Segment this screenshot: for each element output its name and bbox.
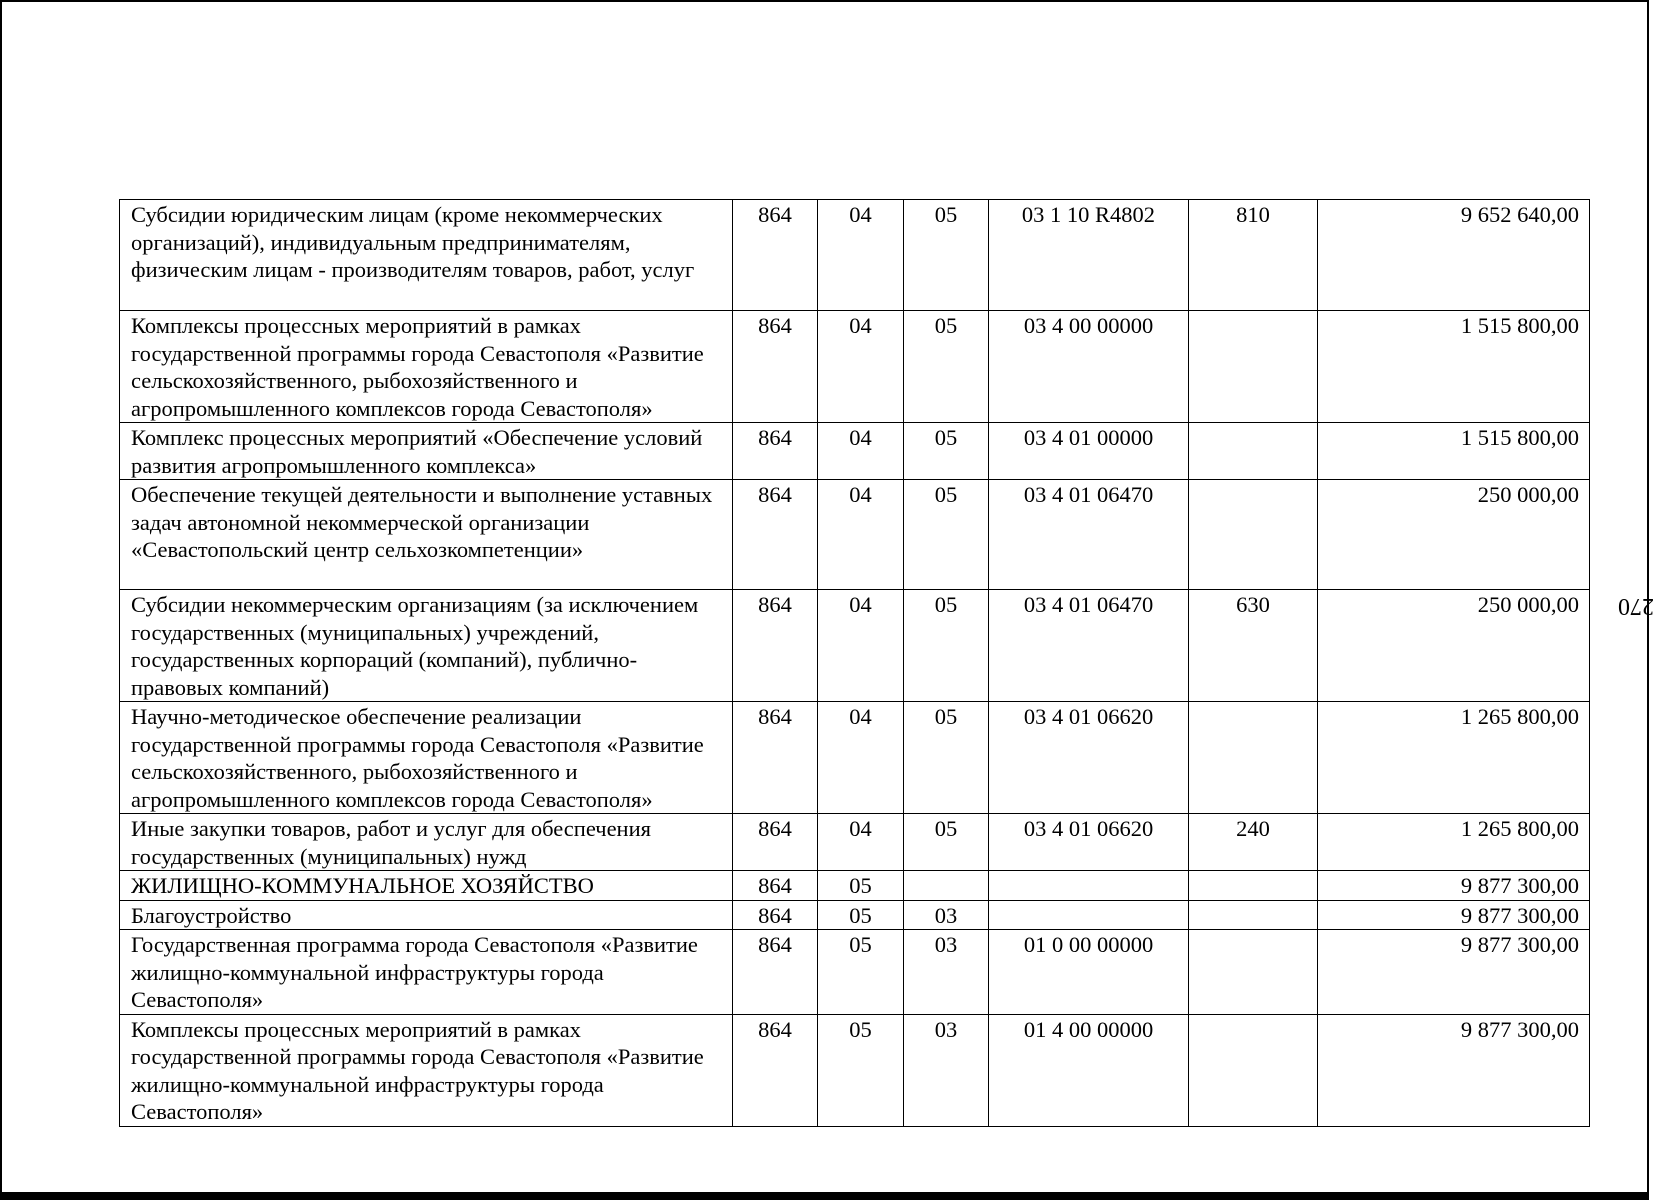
row-subsection-code: 05 bbox=[904, 590, 989, 702]
row-description: Комплексы процессных мероприятий в рамках государственной программы города Севастополя «Развитие сельскохозяйственного, рыбохозяйственного и агропромышленного комплексов города Севастополя» bbox=[120, 311, 733, 423]
row-description: Субсидии некоммерческим организациям (за исключением государственных (муниципальных) учреждений, государственных корпораций (компаний), публично-правовых компаний) bbox=[120, 590, 733, 702]
row-target-article: 01 0 00 00000 bbox=[989, 930, 1189, 1015]
row-expense-type bbox=[1189, 480, 1318, 590]
row-amount: 250 000,00 bbox=[1318, 590, 1590, 702]
row-section-code: 04 bbox=[818, 423, 904, 480]
row-target-article: 03 4 00 00000 bbox=[989, 311, 1189, 423]
row-amount: 250 000,00 bbox=[1318, 480, 1590, 590]
table-body bbox=[120, 200, 1590, 1127]
row-target-article: 03 4 01 06470 bbox=[989, 590, 1189, 702]
table-row bbox=[120, 423, 1590, 480]
row-description: Обеспечение текущей деятельности и выполнение уставных задач автономной некоммерческой организации «Севастопольский центр сельхозкомпетенции» bbox=[120, 480, 733, 590]
row-section-code: 04 bbox=[818, 702, 904, 814]
row-amount: 1 265 800,00 bbox=[1318, 814, 1590, 871]
row-amount: 9 877 300,00 bbox=[1318, 871, 1590, 901]
table-row bbox=[120, 814, 1590, 871]
row-amount: 1 265 800,00 bbox=[1318, 702, 1590, 814]
row-amount: 1 515 800,00 bbox=[1318, 423, 1590, 480]
row-target-article: 03 4 01 06620 bbox=[989, 814, 1189, 871]
row-ministry-code: 864 bbox=[733, 311, 818, 423]
row-subsection-code: 05 bbox=[904, 702, 989, 814]
row-ministry-code: 864 bbox=[733, 1014, 818, 1126]
row-ministry-code: 864 bbox=[733, 702, 818, 814]
row-subsection-code bbox=[904, 871, 989, 901]
scan-border-bottom bbox=[0, 1192, 1649, 1200]
row-description: ЖИЛИЩНО-КОММУНАЛЬНОЕ ХОЗЯЙСТВО bbox=[120, 871, 733, 901]
row-ministry-code: 864 bbox=[733, 480, 818, 590]
table-row bbox=[120, 480, 1590, 590]
page-number: 270 bbox=[1618, 593, 1654, 619]
row-amount: 1 515 800,00 bbox=[1318, 311, 1590, 423]
row-section-code: 05 bbox=[818, 930, 904, 1015]
row-subsection-code: 05 bbox=[904, 200, 989, 311]
table-row bbox=[120, 200, 1590, 311]
row-subsection-code: 05 bbox=[904, 814, 989, 871]
row-ministry-code: 864 bbox=[733, 590, 818, 702]
row-description: Комплекс процессных мероприятий «Обеспечение условий развития агропромышленного комплекса» bbox=[120, 423, 733, 480]
row-expense-type bbox=[1189, 311, 1318, 423]
table-row bbox=[120, 590, 1590, 702]
row-section-code: 04 bbox=[818, 200, 904, 311]
row-expense-type: 240 bbox=[1189, 814, 1318, 871]
row-expense-type bbox=[1189, 702, 1318, 814]
row-subsection-code: 03 bbox=[904, 900, 989, 930]
row-subsection-code: 03 bbox=[904, 930, 989, 1015]
row-subsection-code: 05 bbox=[904, 311, 989, 423]
scan-border-left bbox=[0, 0, 2, 1200]
row-section-code: 05 bbox=[818, 1014, 904, 1126]
scan-border-top bbox=[0, 0, 1649, 2]
row-description: Субсидии юридическим лицам (кроме некоммерческих организаций), индивидуальным предпринимателям, физическим лицам - производителям товаров, работ, услуг bbox=[120, 200, 733, 311]
row-target-article bbox=[989, 900, 1189, 930]
row-target-article: 01 4 00 00000 bbox=[989, 1014, 1189, 1126]
row-ministry-code: 864 bbox=[733, 423, 818, 480]
row-expense-type bbox=[1189, 900, 1318, 930]
row-amount: 9 877 300,00 bbox=[1318, 1014, 1590, 1126]
row-section-code: 05 bbox=[818, 900, 904, 930]
table-row bbox=[120, 702, 1590, 814]
row-target-article: 03 4 01 06470 bbox=[989, 480, 1189, 590]
row-description: Комплексы процессных мероприятий в рамках государственной программы города Севастополя «Развитие жилищно-коммунальной инфраструктуры города Севастополя» bbox=[120, 1014, 733, 1126]
table-row bbox=[120, 930, 1590, 1015]
row-section-code: 04 bbox=[818, 311, 904, 423]
table-row bbox=[120, 871, 1590, 901]
row-section-code: 04 bbox=[818, 590, 904, 702]
row-ministry-code: 864 bbox=[733, 900, 818, 930]
row-expense-type bbox=[1189, 1014, 1318, 1126]
row-amount: 9 877 300,00 bbox=[1318, 930, 1590, 1015]
row-expense-type bbox=[1189, 423, 1318, 480]
row-section-code: 04 bbox=[818, 814, 904, 871]
row-amount: 9 652 640,00 bbox=[1318, 200, 1590, 311]
table-row bbox=[120, 900, 1590, 930]
budget-table bbox=[119, 199, 1590, 1127]
row-section-code: 05 bbox=[818, 871, 904, 901]
row-expense-type: 630 bbox=[1189, 590, 1318, 702]
row-description: Государственная программа города Севастополя «Развитие жилищно-коммунальной инфраструктуры города Севастополя» bbox=[120, 930, 733, 1015]
row-expense-type bbox=[1189, 930, 1318, 1015]
row-target-article: 03 4 01 06620 bbox=[989, 702, 1189, 814]
row-target-article bbox=[989, 871, 1189, 901]
row-subsection-code: 05 bbox=[904, 480, 989, 590]
row-description: Иные закупки товаров, работ и услуг для обеспечения государственных (муниципальных) нужд bbox=[120, 814, 733, 871]
row-ministry-code: 864 bbox=[733, 871, 818, 901]
row-expense-type bbox=[1189, 871, 1318, 901]
row-ministry-code: 864 bbox=[733, 200, 818, 311]
row-ministry-code: 864 bbox=[733, 814, 818, 871]
row-subsection-code: 05 bbox=[904, 423, 989, 480]
row-amount: 9 877 300,00 bbox=[1318, 900, 1590, 930]
table-row bbox=[120, 1014, 1590, 1126]
row-ministry-code: 864 bbox=[733, 930, 818, 1015]
row-target-article: 03 4 01 00000 bbox=[989, 423, 1189, 480]
table-row bbox=[120, 311, 1590, 423]
row-section-code: 04 bbox=[818, 480, 904, 590]
row-expense-type: 810 bbox=[1189, 200, 1318, 311]
row-description: Благоустройство bbox=[120, 900, 733, 930]
row-description: Научно-методическое обеспечение реализации государственной программы города Севастополя «Развитие сельскохозяйственного, рыбохозяйственного и агропромышленного комплексов города Севастополя» bbox=[120, 702, 733, 814]
row-subsection-code: 03 bbox=[904, 1014, 989, 1126]
row-target-article: 03 1 10 R4802 bbox=[989, 200, 1189, 311]
